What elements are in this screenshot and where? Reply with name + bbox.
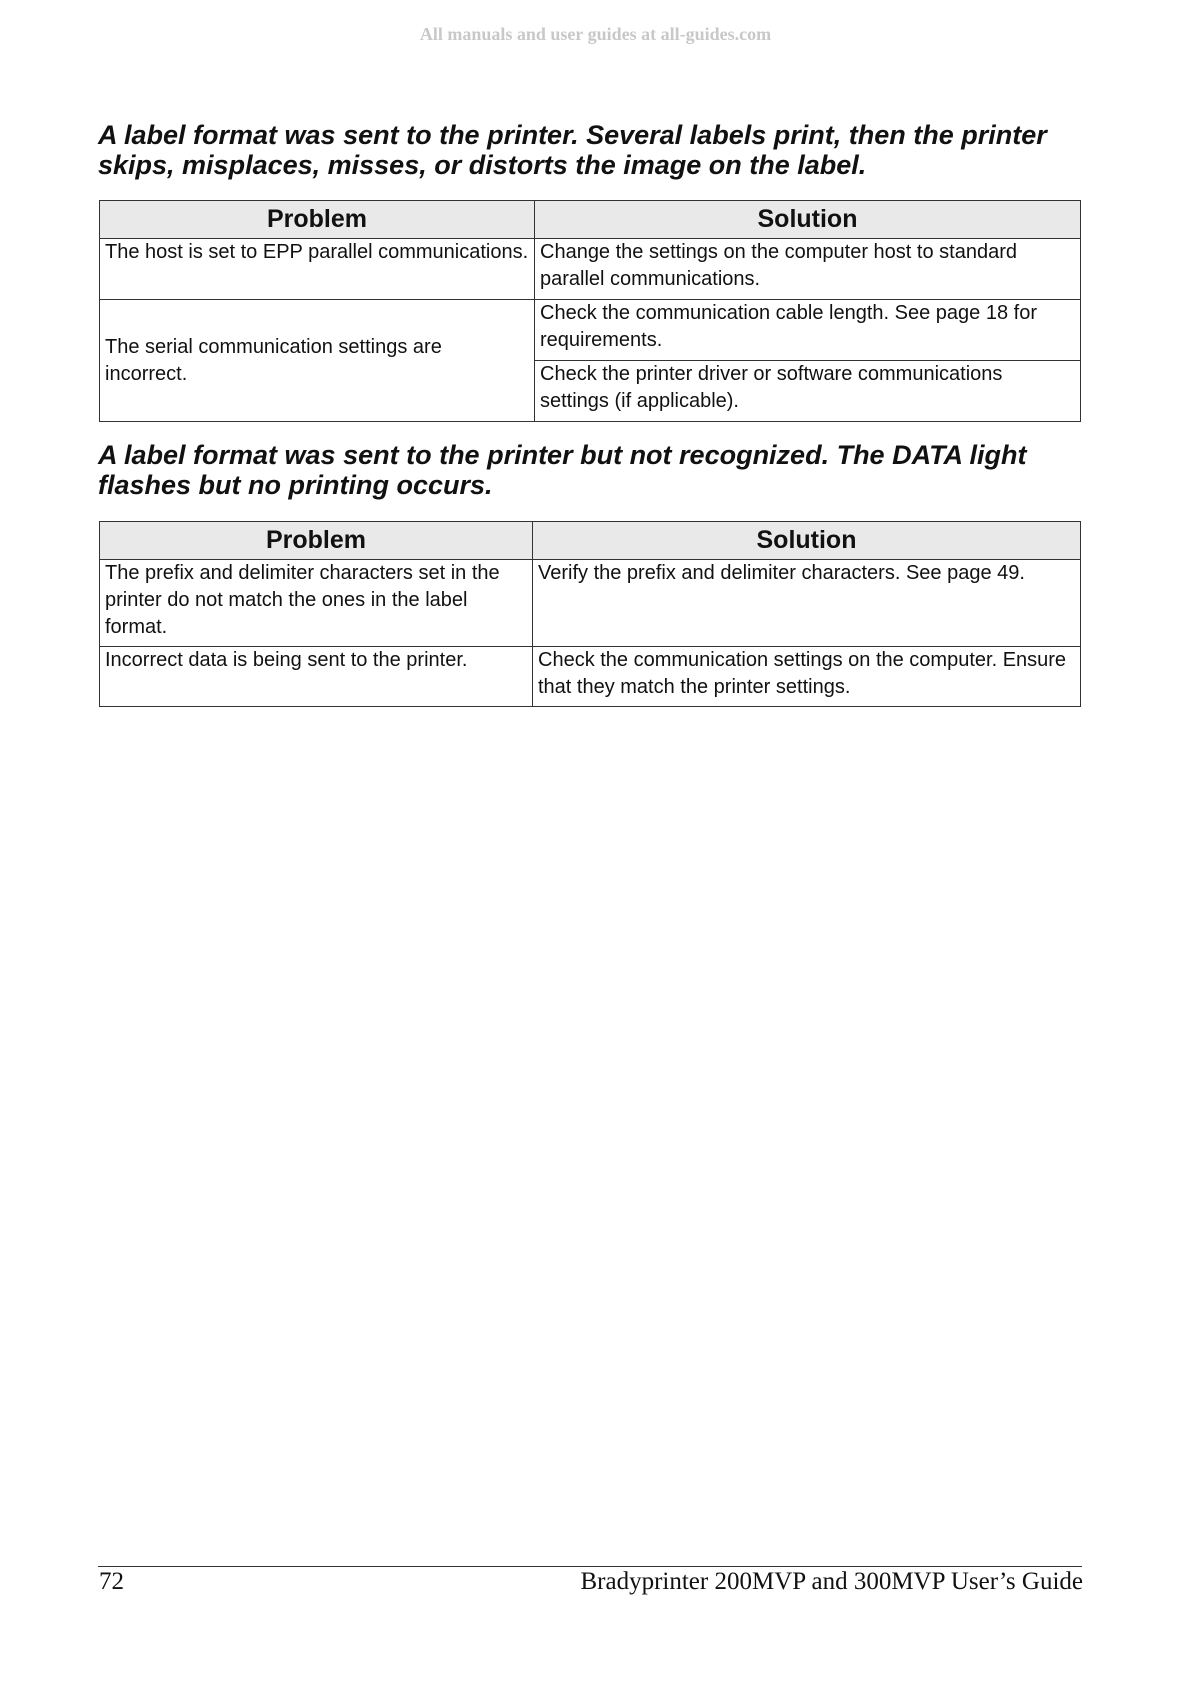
section-1-heading: A label format was sent to the printer. Several labels print, then the printer skips, misplaces, misses, or distorts the image on the label. xyxy=(98,120,1047,180)
solution-cell: Check the communication cable length. See page 18 for requirements. xyxy=(535,300,1081,361)
troubleshooting-table-2 xyxy=(99,521,1081,707)
problem-column-header: Problem xyxy=(100,201,535,239)
troubleshooting-table-1 xyxy=(99,200,1081,422)
table-row xyxy=(100,239,1081,300)
problem-cell: The host is set to EPP parallel communications. xyxy=(100,239,535,300)
problem-column-header: Problem xyxy=(100,522,533,560)
section-2-heading: A label format was sent to the printer but not recognized. The DATA light flashes but no printing occurs. xyxy=(98,440,1027,500)
table-row xyxy=(100,300,1081,361)
problem-cell: Incorrect data is being sent to the printer. xyxy=(100,647,533,707)
problem-cell: The prefix and delimiter characters set in the printer do not match the ones in the label format. xyxy=(100,560,533,647)
watermark-text: All manuals and user guides at all-guides.com xyxy=(419,24,772,44)
solution-cell: Change the settings on the computer host to standard parallel communications. xyxy=(535,239,1081,300)
solution-column-header: Solution xyxy=(535,201,1081,239)
problem-cell: The serial communication settings are incorrect. xyxy=(100,300,535,422)
table-header-row xyxy=(100,522,1081,560)
table-header-row xyxy=(100,201,1081,239)
solution-column-header: Solution xyxy=(533,522,1081,560)
solution-cell: Verify the prefix and delimiter characters. See page 49. xyxy=(533,560,1081,647)
table-row xyxy=(100,560,1081,647)
guide-title: Bradyprinter 200MVP and 300MVP User’s Guide xyxy=(580,1568,1083,1595)
page-number: 72 xyxy=(99,1568,124,1595)
solution-cell: Check the communication settings on the computer. Ensure that they match the printer settings. xyxy=(533,647,1081,707)
solution-cell: Check the printer driver or software communications settings (if applicable). xyxy=(535,361,1081,422)
table-row xyxy=(100,647,1081,707)
